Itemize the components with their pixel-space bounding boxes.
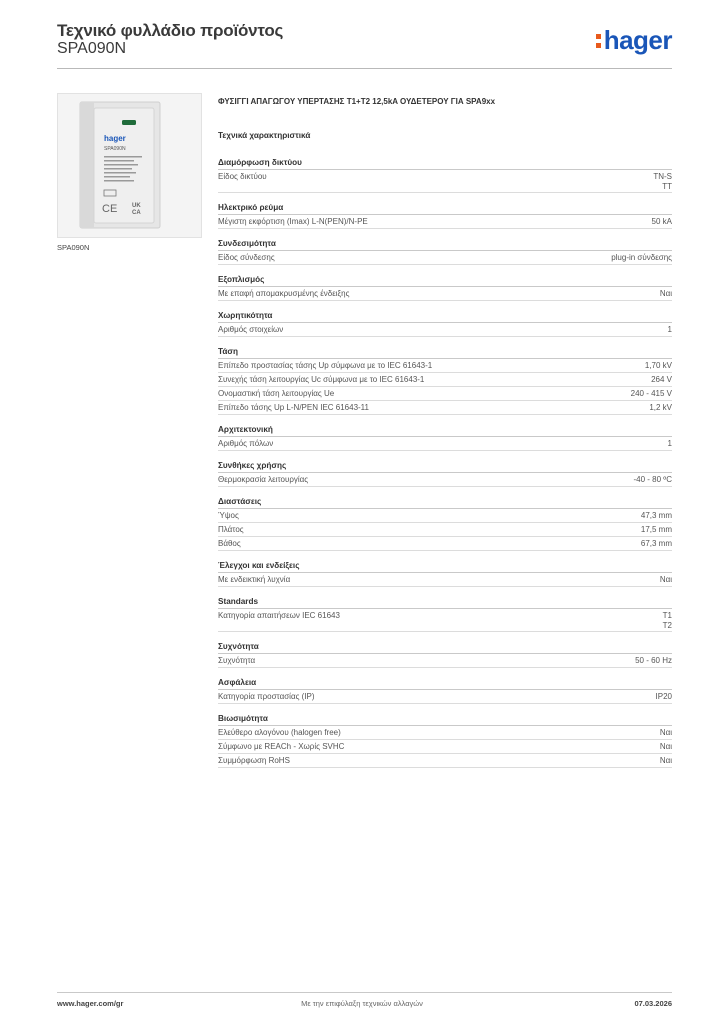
spec-value-line: 1 <box>667 325 672 334</box>
spec-value-line: Ναι <box>659 575 672 584</box>
spec-section <box>218 157 672 193</box>
tech-characteristics-title: Τεχνικά χαρακτηριστικά <box>218 131 311 140</box>
section-title: Εξοπλισμός <box>218 274 672 287</box>
product-image <box>57 93 202 238</box>
spec-value-line: 240 - 415 V <box>630 389 672 398</box>
section-title: Συχνότητα <box>218 641 672 654</box>
footer-divider <box>57 992 672 993</box>
image-model-text: SPA090N <box>104 146 126 152</box>
section-title: Έλεγχοι και ενδείξεις <box>218 560 672 573</box>
spec-label: Ονομαστική τάση λειτουργίας Ue <box>218 389 335 398</box>
spec-label: Επίπεδο προστασίας τάσης Up σύμφωνα με το IEC 61643-1 <box>218 361 433 370</box>
svg-text:UK: UK <box>132 203 141 209</box>
section-title: Βιωσιμότητα <box>218 713 672 726</box>
spec-value-line: IP20 <box>655 692 672 701</box>
spec-row <box>218 573 672 587</box>
spec-value-line: T1 <box>662 611 672 620</box>
spec-row <box>218 323 672 337</box>
spec-value <box>660 728 672 738</box>
spec-value-line: Ναι <box>659 728 672 737</box>
spec-value-line: 47,3 mm <box>640 511 672 520</box>
section-title: Ηλεκτρικό ρεύμα <box>218 202 672 215</box>
spec-value-line: Ναι <box>659 289 672 298</box>
spec-value <box>653 172 672 192</box>
spec-row <box>218 609 672 632</box>
spec-value <box>649 403 672 413</box>
spec-label: Κατηγορία απαιτήσεων IEC 61643 <box>218 611 340 620</box>
spec-section <box>218 238 672 265</box>
section-title: Χωρητικότητα <box>218 310 672 323</box>
section-title: Αρχιτεκτονική <box>218 424 672 437</box>
spec-row <box>218 401 672 415</box>
spec-label: Πλάτος <box>218 525 244 534</box>
spec-label: Ύψος <box>218 511 239 520</box>
footer-url[interactable]: www.hager.com/gr <box>57 999 124 1008</box>
spec-section <box>218 713 672 768</box>
spec-section <box>218 274 672 301</box>
spec-label: Με επαφή απομακρυσμένης ένδειξης <box>218 289 350 298</box>
spec-section <box>218 677 672 704</box>
spec-value <box>660 575 672 585</box>
spec-value <box>651 375 672 385</box>
spec-label: Μέγιστη εκφόρτιση (Imax) L-N(PEN)/N-PE <box>218 217 368 226</box>
spec-section <box>218 424 672 451</box>
spec-row <box>218 437 672 451</box>
spec-label: Συχνότητα <box>218 656 256 665</box>
spec-label: Είδος σύνδεσης <box>218 253 275 262</box>
spec-value <box>631 389 672 399</box>
footer-date: 07.03.2026 <box>634 999 672 1008</box>
spec-value-line: 67,3 mm <box>640 539 672 548</box>
spec-label: Αριθμός πόλων <box>218 439 274 448</box>
spec-value-line: TN-S <box>653 172 672 181</box>
spec-row <box>218 359 672 373</box>
spec-value <box>663 611 672 631</box>
spec-value <box>641 511 672 521</box>
spec-label: Συμμόρφωση RoHS <box>218 756 290 765</box>
spec-row <box>218 170 672 193</box>
svg-text:CE: CE <box>102 203 118 215</box>
spec-row <box>218 754 672 768</box>
surge-cartridge-icon <box>58 94 201 237</box>
spec-value-line: plug-in σύνδεσης <box>611 253 672 262</box>
spec-value-line: TT <box>662 182 672 191</box>
product-title: ΦΥΣΙΓΓΙ ΑΠΑΓΩΓΟΥ ΥΠΕΡΤΑΣΗΣ T1+T2 12,5kA ΟΥΔΕΤΕΡΟΥ ΓΙΑ SPA9xx <box>218 97 496 106</box>
logo-dots-icon <box>596 27 602 48</box>
spec-value-line: 1 <box>667 439 672 448</box>
spec-sections <box>218 157 672 777</box>
spec-value <box>668 439 672 449</box>
footer-note: Με την επιφύλαξη τεχνικών αλλαγών <box>301 999 423 1008</box>
spec-value-line: Ναι <box>659 756 672 765</box>
section-title: Ασφάλεια <box>218 677 672 690</box>
product-code: SPA090N <box>57 40 127 57</box>
spec-row <box>218 654 672 668</box>
spec-value <box>634 475 673 485</box>
spec-row <box>218 537 672 551</box>
section-title: Συνδεσιμότητα <box>218 238 672 251</box>
spec-label: Συνεχής τάση λειτουργίας Uc σύμφωνα με το IEC 61643-1 <box>218 375 425 384</box>
spec-label: Είδος δικτύου <box>218 172 267 181</box>
spec-label: Βάθος <box>218 539 241 548</box>
spec-section <box>218 560 672 587</box>
spec-value <box>660 742 672 752</box>
spec-row <box>218 387 672 401</box>
spec-label: Επίπεδο τάσης Up L-N/PEN IEC 61643-11 <box>218 403 369 412</box>
spec-label: Ελεύθερο αλογόνου (halogen free) <box>218 728 341 737</box>
spec-label: Αριθμός στοιχείων <box>218 325 284 334</box>
spec-label: Θερμοκρασία λειτουργίας <box>218 475 309 484</box>
spec-row <box>218 473 672 487</box>
spec-value-line: Ναι <box>659 742 672 751</box>
spec-value-line: T2 <box>662 621 672 630</box>
spec-row <box>218 287 672 301</box>
section-title: Τάση <box>218 346 672 359</box>
spec-value <box>660 756 672 766</box>
section-title: Διαστάσεις <box>218 496 672 509</box>
spec-value <box>652 217 672 227</box>
spec-value <box>641 525 672 535</box>
logo-text: hager <box>603 25 672 55</box>
hager-logo <box>596 27 672 53</box>
section-title: Standards <box>218 596 672 609</box>
spec-value-line: 1,2 kV <box>649 403 672 412</box>
spec-value-line: 264 V <box>651 375 672 384</box>
spec-section <box>218 310 672 337</box>
spec-value <box>641 539 672 549</box>
spec-section <box>218 346 672 415</box>
spec-value <box>611 253 672 263</box>
spec-value-line: 1,70 kV <box>644 361 672 370</box>
spec-value <box>656 692 672 702</box>
spec-row <box>218 690 672 704</box>
spec-section <box>218 641 672 668</box>
spec-row <box>218 726 672 740</box>
section-title: Συνθήκες χρήσης <box>218 460 672 473</box>
spec-value <box>635 656 672 666</box>
spec-row <box>218 509 672 523</box>
page-title: Τεχνικό φυλλάδιο προϊόντος <box>57 21 284 40</box>
spec-value-line: 17,5 mm <box>640 525 672 534</box>
header-divider <box>57 68 672 69</box>
spec-label: Κατηγορία προστασίας (IP) <box>218 692 315 701</box>
spec-row <box>218 740 672 754</box>
spec-section <box>218 496 672 551</box>
spec-value <box>668 325 672 335</box>
spec-label: Σύμφωνο με REACh - Χωρίς SVHC <box>218 742 345 751</box>
image-brand-text: hager <box>104 134 126 143</box>
spec-row <box>218 373 672 387</box>
image-caption: SPA090N <box>57 243 90 252</box>
spec-value-line: 50 - 60 Hz <box>635 656 672 665</box>
spec-row <box>218 215 672 229</box>
spec-row <box>218 251 672 265</box>
spec-section <box>218 596 672 632</box>
spec-label: Με ενδεικτική λυχνία <box>218 575 291 584</box>
spec-section <box>218 460 672 487</box>
spec-value <box>660 289 672 299</box>
spec-value-line: -40 - 80 ºC <box>633 475 672 484</box>
section-title: Διαμόρφωση δικτύου <box>218 157 672 170</box>
spec-section <box>218 202 672 229</box>
spec-row <box>218 523 672 537</box>
svg-text:CA: CA <box>132 210 141 216</box>
spec-value-line: 50 kA <box>651 217 672 226</box>
spec-value <box>645 361 672 371</box>
